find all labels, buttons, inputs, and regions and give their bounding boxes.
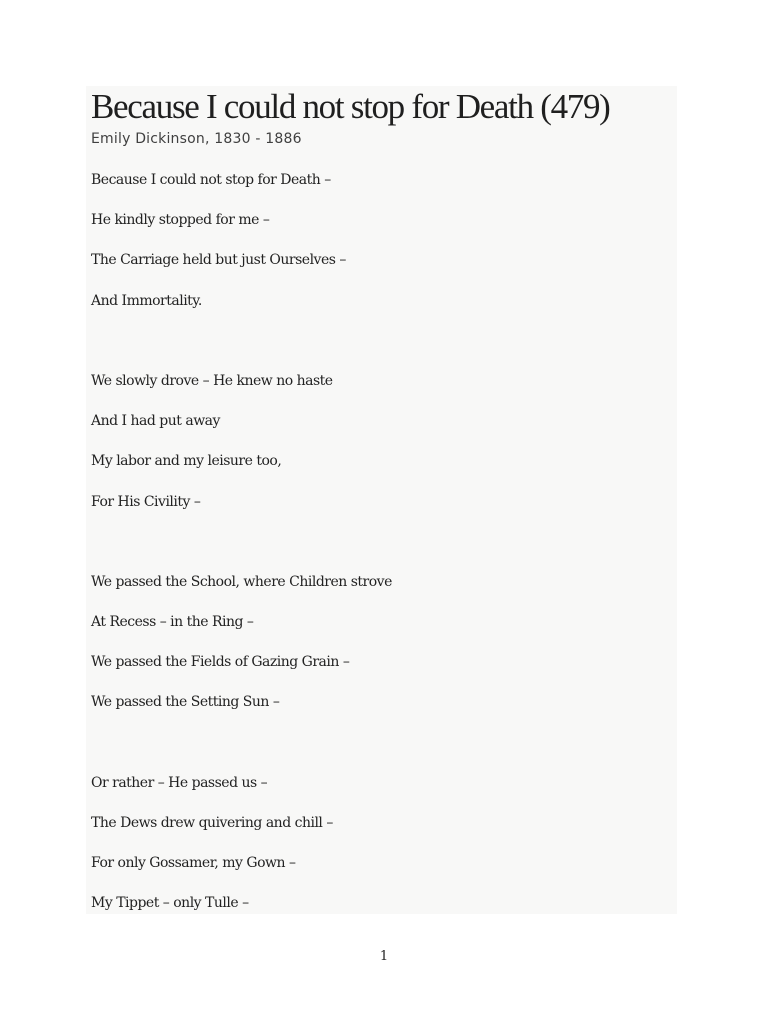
poem-line: For His Civility –	[91, 493, 201, 510]
poem-line: And I had put away	[91, 413, 220, 430]
poem-title: Because I could not stop for Death (479)	[91, 87, 610, 126]
poem-line: He kindly stopped for me –	[91, 212, 270, 229]
poem-line: Because I could not stop for Death –	[91, 172, 331, 188]
poem-line: We slowly drove – He knew no haste	[91, 372, 333, 389]
stanza-3	[91, 571, 392, 732]
stanza-1	[91, 169, 392, 330]
page-number: 1	[379, 949, 389, 964]
poem-line: My labor and my leisure too,	[91, 453, 282, 470]
poem-body	[91, 169, 392, 973]
poem-line: We passed the Fields of Gazing Grain –	[91, 654, 350, 671]
poem-line: Or rather – He passed us –	[91, 774, 268, 791]
stanza-2	[91, 370, 392, 531]
poem-author: Emily Dickinson, 1830 - 1886	[91, 131, 302, 147]
poem-line: We passed the Setting Sun –	[91, 694, 280, 711]
poem-line: The Carriage held but just Ourselves –	[91, 252, 346, 269]
poem-line: At Recess – in the Ring –	[91, 614, 254, 631]
poem-line: For only Gossamer, my Gown –	[91, 855, 296, 872]
poem-line: And Immortality.	[91, 292, 202, 309]
poem-line: We passed the School, where Children strove	[91, 573, 392, 590]
stanza-4	[91, 772, 392, 933]
poem-line: The Dews drew quivering and chill –	[91, 815, 333, 831]
poem-line: My Tippet – only Tulle –	[91, 895, 249, 912]
